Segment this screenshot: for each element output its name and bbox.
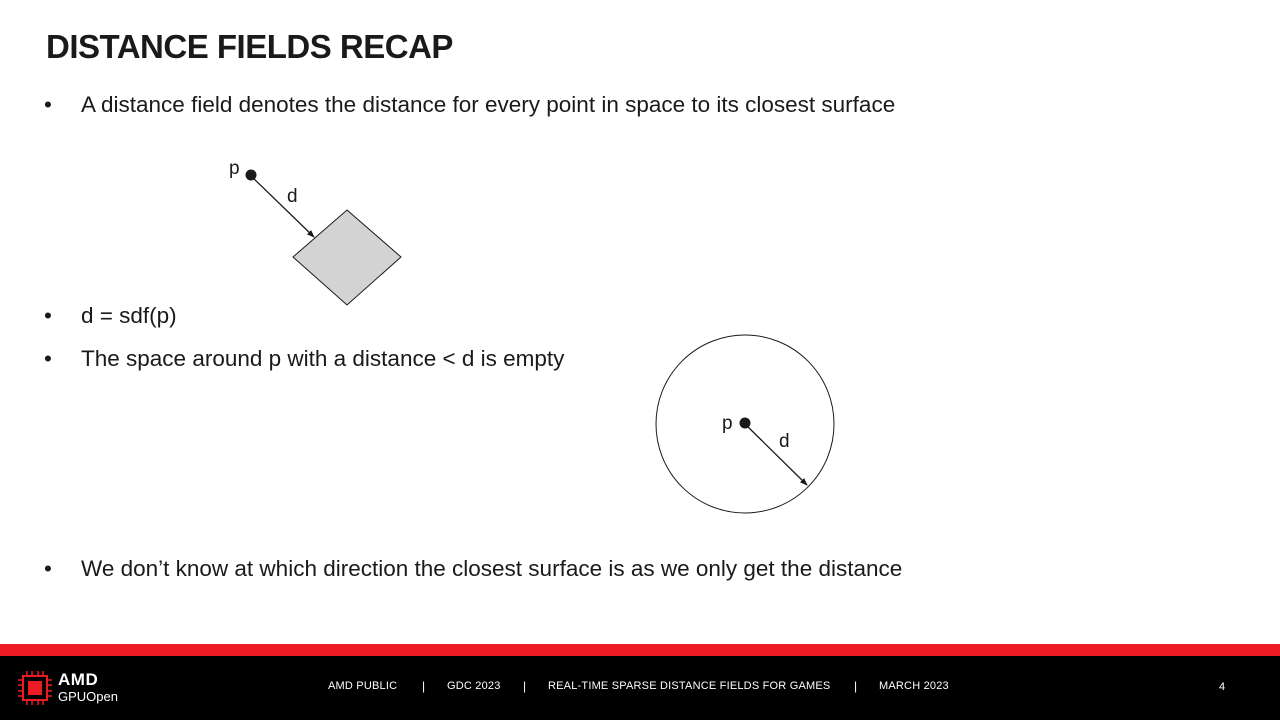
sample-point [740,418,751,429]
sub-brand-logo-text: GPUOpen [58,689,118,704]
bullet-dot: • [44,303,52,328]
slide-footer [0,656,1280,720]
distance-arrow [251,176,314,237]
bullet-text: d = sdf(p) [81,303,177,328]
footer-separator: | [854,679,858,693]
distance-label: d [287,186,298,207]
surface-square-shape [293,210,401,305]
point-label: p [229,158,240,179]
footer-classification: AMD PUBLIC [328,680,398,692]
bullet-text: A distance field denotes the distance for every point in space to its closest surface [81,92,896,117]
footer-event: GDC 2023 [447,680,501,692]
footer-talk-title: REAL-TIME SPARSE DISTANCE FIELDS FOR GAMES [548,680,831,692]
page-number: 4 [1219,681,1226,693]
bullet-dot: • [44,556,52,581]
sample-point [246,170,257,181]
bullet-text: We don’t know at which direction the closest surface is as we only get the distance [81,556,903,581]
footer-separator: | [523,679,527,693]
bullet-text: The space around p with a distance < d is empty [81,346,565,371]
distance-label: d [779,431,790,452]
footer-separator: | [422,679,426,693]
bullet-dot: • [44,92,52,117]
footer-date: MARCH 2023 [879,680,949,692]
footer-accent-bar [0,644,1280,656]
point-label: p [722,413,733,434]
slide-title: DISTANCE FIELDS RECAP [46,28,453,65]
amd-chip-icon [18,671,52,705]
brand-logo-text: AMD [58,670,99,689]
radius-arrow [745,424,807,485]
bullet-dot: • [44,346,52,371]
